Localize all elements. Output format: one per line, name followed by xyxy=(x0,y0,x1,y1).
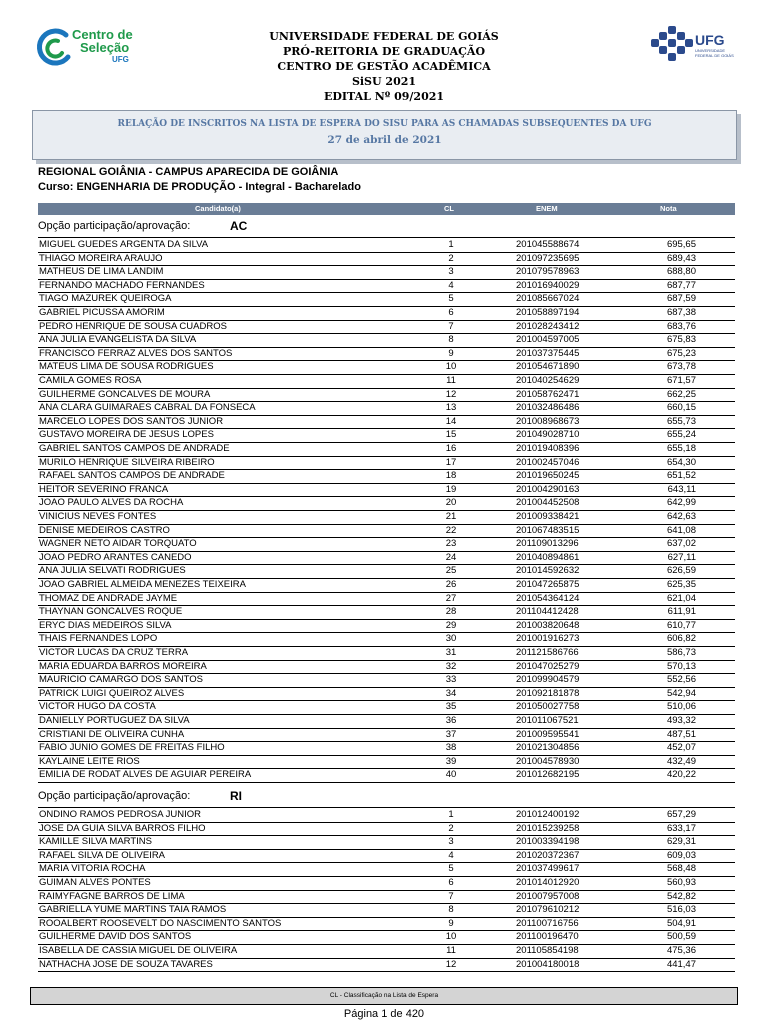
candidate-enem: 201109013296 xyxy=(516,538,579,550)
candidate-enem: 201047265875 xyxy=(516,579,580,590)
footer-legend: CL - Classificação na Lista de Espera xyxy=(30,987,738,1005)
option-code: RI xyxy=(230,789,242,803)
candidate-enem: 201011067521 xyxy=(516,715,579,726)
candidate-nota: 675,83 xyxy=(666,334,696,346)
candidate-enem: 201004180018 xyxy=(516,958,580,970)
candidate-nota: 487,51 xyxy=(666,728,696,740)
table-row xyxy=(38,252,735,267)
candidate-enem: 201004597005 xyxy=(516,334,580,346)
candidate-name: PATRICK LUIGI QUEIROZ ALVES xyxy=(39,687,185,699)
candidate-enem: 201100716756 xyxy=(516,917,579,929)
candidate-enem: 201105854198 xyxy=(516,945,579,956)
logo-line-2: Seleção xyxy=(80,40,130,55)
candidate-cl: 23 xyxy=(445,538,457,550)
candidate-cl: 22 xyxy=(445,524,457,536)
notice-box xyxy=(32,110,737,160)
table-row xyxy=(38,456,735,471)
candidate-enem: 201028243412 xyxy=(516,320,580,332)
candidate-nota: 560,93 xyxy=(666,877,696,888)
candidate-cl: 7 xyxy=(448,890,454,902)
candidate-cl: 5 xyxy=(448,863,454,875)
candidate-cl: 1 xyxy=(448,239,454,250)
candidate-enem: 201037375445 xyxy=(516,347,580,359)
candidate-nota: 655,18 xyxy=(666,443,696,454)
candidate-enem: 201009595541 xyxy=(516,728,580,740)
candidate-nota: 432,49 xyxy=(666,755,696,767)
candidate-cl: 15 xyxy=(445,429,457,441)
table-row xyxy=(38,862,735,877)
candidate-enem: 201100196470 xyxy=(516,931,579,943)
candidate-nota: 625,35 xyxy=(666,579,696,590)
candidate-nota: 626,59 xyxy=(666,565,696,577)
table-row xyxy=(38,279,735,294)
candidate-cl: 32 xyxy=(445,660,457,672)
candidate-name: THAIS FERNANDES LOPO xyxy=(39,633,158,645)
candidate-enem: 201020372367 xyxy=(516,849,580,861)
candidate-enem: 201014012920 xyxy=(516,877,580,888)
notice-date: 27 de abril de 2021 xyxy=(327,134,442,146)
candidate-nota: 689,43 xyxy=(666,252,696,264)
candidate-name: RAIMYFAGNE BARROS DE LIMA xyxy=(39,890,185,902)
logo-line-1: Centro de xyxy=(72,27,133,42)
table-row xyxy=(38,428,735,443)
candidate-name: NATHACHA JOSE DE SOUZA TAVARES xyxy=(39,958,213,970)
candidate-cl: 25 xyxy=(445,565,457,577)
candidate-nota: 609,03 xyxy=(666,849,696,861)
candidate-enem: 201014592632 xyxy=(516,565,580,577)
candidate-enem: 201099904579 xyxy=(516,674,580,686)
candidate-cl: 10 xyxy=(445,361,457,373)
table-row xyxy=(38,551,735,566)
candidate-nota: 662,25 xyxy=(666,388,696,400)
candidate-name: THIAGO MOREIRA ARAUJO xyxy=(39,252,163,264)
table-row xyxy=(38,496,735,511)
candidate-cl: 27 xyxy=(445,592,457,604)
table-row xyxy=(38,415,735,430)
table-row xyxy=(38,238,735,253)
column-header-name: Candidato(a) xyxy=(195,204,241,213)
option-label xyxy=(38,219,248,233)
candidate-nota: 420,22 xyxy=(666,769,696,781)
candidate-cl: 40 xyxy=(445,769,457,781)
table-row xyxy=(38,605,735,620)
candidate-nota: 655,24 xyxy=(666,429,696,441)
candidate-cl: 9 xyxy=(448,917,454,929)
table-row xyxy=(38,347,735,362)
candidate-cl: 30 xyxy=(445,633,457,645)
candidate-nota: 568,48 xyxy=(666,863,696,875)
candidate-name: MATHEUS DE LIMA LANDIM xyxy=(39,266,164,278)
header-line: SiSU 2021 xyxy=(351,75,417,88)
candidate-name: FRANCISCO FERRAZ ALVES DOS SANTOS xyxy=(39,347,233,359)
candidate-name: JOAO PAULO ALVES DA ROCHA xyxy=(39,497,184,509)
candidate-cl: 37 xyxy=(445,728,457,740)
regional-title: REGIONAL GOIÂNIA - CAMPUS APARECIDA DE GOIÂNIA xyxy=(38,166,339,178)
table-row xyxy=(38,835,735,850)
candidate-nota: 660,15 xyxy=(666,402,696,414)
candidate-nota: 654,30 xyxy=(666,456,696,468)
candidate-enem: 201121586766 xyxy=(516,647,579,658)
candidate-name: MURILO HENRIQUE SILVEIRA RIBEIRO xyxy=(39,456,215,468)
table-row xyxy=(38,646,735,661)
candidate-nota: 606,82 xyxy=(666,633,696,645)
candidate-cl: 7 xyxy=(448,320,454,332)
candidate-nota: 586,73 xyxy=(666,647,696,658)
candidate-enem: 201012682195 xyxy=(516,769,580,781)
candidate-cl: 36 xyxy=(445,715,457,726)
candidate-cl: 12 xyxy=(445,958,457,970)
option-label-text: Opção participação/aprovação: xyxy=(38,220,191,232)
candidate-cl: 14 xyxy=(445,415,457,427)
table-row xyxy=(38,808,735,823)
table-row xyxy=(38,755,735,770)
table-row xyxy=(38,619,735,634)
table-row xyxy=(38,673,735,688)
table-row xyxy=(38,510,735,525)
table-row xyxy=(38,632,735,647)
candidate-cl: 9 xyxy=(448,347,454,359)
candidate-enem: 201104412428 xyxy=(516,606,579,618)
candidate-name: MAURICIO CAMARGO DOS SANTOS xyxy=(39,674,203,686)
candidate-name: VINICIUS NEVES FONTES xyxy=(39,511,157,522)
candidate-nota: 637,02 xyxy=(666,538,696,550)
candidate-nota: 610,77 xyxy=(666,619,696,631)
table-row xyxy=(38,741,735,756)
candidate-cl: 6 xyxy=(448,877,454,888)
candidate-enem: 201079610212 xyxy=(516,904,580,916)
candidate-nota: 475,36 xyxy=(666,945,696,956)
table-row xyxy=(38,442,735,457)
candidate-cl: 2 xyxy=(448,822,454,834)
candidate-name: JOAO PEDRO ARANTES CANEDO xyxy=(39,551,192,563)
header-line: EDITAL Nº 09/2021 xyxy=(323,90,445,103)
candidate-enem: 201097235695 xyxy=(516,252,580,264)
candidate-enem: 201058897194 xyxy=(516,307,580,318)
candidate-cl: 19 xyxy=(445,483,457,495)
candidate-nota: 657,29 xyxy=(666,809,696,820)
candidate-name: FABIO JUNIO GOMES DE FREITAS FILHO xyxy=(39,742,225,754)
candidate-cl: 24 xyxy=(445,551,457,563)
candidate-name: WAGNER NETO AIDAR TORQUATO xyxy=(39,538,197,550)
candidate-nota: 643,11 xyxy=(667,483,696,495)
candidate-enem: 201003820648 xyxy=(516,619,580,631)
candidate-enem: 201037499617 xyxy=(516,863,580,875)
candidate-name: KAMILLE SILVA MARTINS xyxy=(39,836,152,848)
candidate-cl: 38 xyxy=(445,742,457,754)
candidate-enem: 201058762471 xyxy=(516,388,580,400)
candidate-name: THAYNAN GONCALVES ROQUE xyxy=(39,606,183,618)
candidate-enem: 201067483515 xyxy=(516,524,580,536)
candidate-enem: 201092181878 xyxy=(516,687,580,699)
candidate-nota: 683,76 xyxy=(666,320,696,332)
header-line: UNIVERSIDADE FEDERAL DE GOIÁS xyxy=(269,30,499,43)
candidate-name: ANA JULIA SELVATI RODRIGUES xyxy=(39,565,186,577)
candidate-cl: 26 xyxy=(445,579,457,590)
candidate-name: DANIELLY PORTUGUEZ DA SILVA xyxy=(39,715,190,726)
candidate-cl: 20 xyxy=(445,497,457,509)
candidate-name: ANA CLARA GUIMARAES CABRAL DA FONSECA xyxy=(39,402,256,414)
candidate-cl: 17 xyxy=(445,456,457,468)
candidate-name: PEDRO HENRIQUE DE SOUSA CUADROS xyxy=(39,320,227,332)
candidate-name: THOMAZ DE ANDRADE JAYME xyxy=(39,592,178,604)
candidate-cl: 4 xyxy=(448,279,454,291)
candidate-nota: 688,80 xyxy=(666,266,696,278)
candidate-nota: 493,32 xyxy=(666,715,696,726)
candidate-name: KAYLAINE LEITE RIOS xyxy=(39,755,140,767)
candidate-name: VICTOR HUGO DA COSTA xyxy=(39,701,156,713)
candidate-name: HEITOR SEVERINO FRANCA xyxy=(39,483,169,495)
candidate-enem: 201008968673 xyxy=(516,415,580,427)
candidate-cl: 3 xyxy=(448,836,454,848)
table-row xyxy=(38,728,735,743)
header-line: PRÓ-REITORIA DE GRADUAÇÃO xyxy=(282,45,486,58)
option-code: AC xyxy=(230,219,248,233)
table-row xyxy=(38,917,735,932)
table-row xyxy=(38,687,735,702)
table-row xyxy=(38,958,735,973)
candidate-cl: 39 xyxy=(445,755,457,767)
column-header-enem: ENEM xyxy=(536,204,558,213)
candidate-name: MATEUS LIMA DE SOUSA RODRIGUES xyxy=(39,361,214,373)
table-header xyxy=(38,203,735,215)
candidate-cl: 28 xyxy=(445,606,457,618)
candidate-name: EMILIA DE RODAT ALVES DE AGUIAR PEREIRA xyxy=(39,769,252,781)
candidate-name: FERNANDO MACHADO FERNANDES xyxy=(39,279,205,291)
candidate-name: JOSE DA GUIA SILVA BARROS FILHO xyxy=(39,822,206,834)
candidate-cl: 1 xyxy=(448,809,454,820)
table-row xyxy=(38,903,735,918)
candidate-nota: 516,03 xyxy=(666,904,696,916)
ufg-logo-subtitle: UNIVERSIDADE FEDERAL DE GOIÁS xyxy=(695,48,734,58)
table-row xyxy=(38,388,735,403)
table-row xyxy=(38,564,735,579)
candidate-name: DENISE MEDEIROS CASTRO xyxy=(39,524,170,536)
column-header-nota: Nota xyxy=(660,204,677,213)
candidate-nota: 633,17 xyxy=(666,822,696,834)
candidate-cl: 34 xyxy=(445,687,457,699)
logo-line-3: UFG xyxy=(112,55,129,64)
candidate-enem: 201019408396 xyxy=(516,443,580,454)
candidate-enem: 201054671890 xyxy=(516,361,580,373)
candidate-name: MARCELO LOPES DOS SANTOS JUNIOR xyxy=(39,415,224,427)
candidate-nota: 452,07 xyxy=(666,742,696,754)
candidate-nota: 500,59 xyxy=(666,931,696,943)
candidate-nota: 641,08 xyxy=(666,524,696,536)
candidate-cl: 29 xyxy=(445,619,457,631)
candidate-enem: 201003394198 xyxy=(516,836,580,848)
candidate-name: RAFAEL SILVA DE OLIVEIRA xyxy=(39,849,166,861)
table-row xyxy=(38,660,735,675)
candidate-enem: 201009338421 xyxy=(516,511,580,522)
candidate-cl: 4 xyxy=(448,849,454,861)
candidate-enem: 201032486486 xyxy=(516,402,580,414)
candidate-nota: 642,99 xyxy=(666,497,696,509)
candidate-name: GABRIELLA YUME MARTINS TAIA RAMOS xyxy=(39,904,227,916)
candidate-enem: 201047025279 xyxy=(516,660,580,672)
candidate-cl: 33 xyxy=(445,674,457,686)
candidate-name: CAMILA GOMES ROSA xyxy=(39,375,142,386)
candidate-nota: 441,47 xyxy=(666,958,696,970)
candidate-name: RAFAEL SANTOS CAMPOS DE ANDRADE xyxy=(39,470,225,482)
candidate-nota: 671,57 xyxy=(666,375,696,386)
candidate-name: ERYC DIAS MEDEIROS SILVA xyxy=(39,619,172,631)
candidate-nota: 510,06 xyxy=(666,701,696,713)
table-row xyxy=(38,306,735,321)
candidate-nota: 621,04 xyxy=(666,592,696,604)
candidate-enem: 201079578963 xyxy=(516,266,580,278)
table-row xyxy=(38,714,735,729)
candidate-nota: 504,91 xyxy=(666,917,696,929)
table-row xyxy=(38,320,735,335)
candidate-name: VICTOR LUCAS DA CRUZ TERRA xyxy=(39,647,189,658)
candidate-name: MARIA EDUARDA BARROS MOREIRA xyxy=(39,660,207,672)
table-row xyxy=(38,469,735,484)
candidate-nota: 695,65 xyxy=(666,239,696,250)
table-row xyxy=(38,374,735,389)
candidate-name: JOAO GABRIEL ALMEIDA MENEZES TEIXEIRA xyxy=(39,579,246,590)
table-row xyxy=(38,333,735,348)
candidate-name: ANA JULIA EVANGELISTA DA SILVA xyxy=(39,334,197,346)
course-title: Curso: ENGENHARIA DE PRODUÇÃO - Integral - Bacharelado xyxy=(38,181,361,193)
candidate-enem: 201045588674 xyxy=(516,239,580,250)
candidate-nota: 642,63 xyxy=(666,511,696,522)
candidate-name: MIGUEL GUEDES ARGENTA DA SILVA xyxy=(39,239,209,250)
candidate-name: ROOALBERT ROOSEVELT DO NASCIMENTO SANTOS xyxy=(39,917,282,929)
page-number: Página 1 de 420 xyxy=(343,1008,425,1020)
candidate-nota: 542,94 xyxy=(666,687,696,699)
notice-title: RELAÇÃO DE INSCRITOS NA LISTA DE ESPERA DO SISU PARA AS CHAMADAS SUBSEQUENTES DA UFG xyxy=(117,119,652,129)
candidate-nota: 687,77 xyxy=(666,279,696,291)
candidate-enem: 201002457046 xyxy=(516,456,580,468)
candidate-cl: 11 xyxy=(446,375,456,386)
candidate-enem: 201007957008 xyxy=(516,890,580,902)
candidate-enem: 201050027758 xyxy=(516,701,580,713)
table-row xyxy=(38,592,735,607)
candidate-name: ONDINO RAMOS PEDROSA JUNIOR xyxy=(39,809,202,820)
candidate-enem: 201004290163 xyxy=(516,483,580,495)
candidate-name: TIAGO MAZUREK QUEIROGA xyxy=(39,293,172,305)
candidate-enem: 201004452508 xyxy=(516,497,580,509)
candidate-nota: 673,78 xyxy=(666,361,696,373)
candidate-name: GABRIEL PICUSSA AMORIM xyxy=(39,307,165,318)
candidate-name: GUSTAVO MOREIRA DE JESUS LOPES xyxy=(39,429,214,441)
table-row xyxy=(38,537,735,552)
table-row xyxy=(38,360,735,375)
candidate-nota: 687,38 xyxy=(666,307,696,318)
candidate-cl: 8 xyxy=(448,904,454,916)
candidate-enem: 201021304856 xyxy=(516,742,580,754)
table-row xyxy=(38,876,735,891)
column-header-cl: CL xyxy=(444,204,454,213)
ufg-logo-name: UFG xyxy=(695,32,725,48)
candidate-cl: 6 xyxy=(448,307,454,318)
table-row xyxy=(38,524,735,539)
candidate-cl: 8 xyxy=(448,334,454,346)
table-row xyxy=(38,292,735,307)
candidate-cl: 11 xyxy=(446,945,456,956)
candidate-enem: 201015239258 xyxy=(516,822,580,834)
table-row xyxy=(38,768,735,783)
candidate-enem: 201085667024 xyxy=(516,293,580,305)
candidate-nota: 552,56 xyxy=(666,674,696,686)
candidate-cl: 16 xyxy=(445,443,457,454)
candidate-nota: 611,91 xyxy=(667,606,696,618)
candidate-cl: 2 xyxy=(448,252,454,264)
candidate-enem: 201054364124 xyxy=(516,592,580,604)
candidate-nota: 655,73 xyxy=(666,415,696,427)
candidate-name: ISABELLA DE CASSIA MIGUEL DE OLIVEIRA xyxy=(39,945,238,956)
candidate-nota: 542,82 xyxy=(666,890,696,902)
table-row xyxy=(38,401,735,416)
candidate-enem: 201016940029 xyxy=(516,279,580,291)
candidate-cl: 13 xyxy=(445,402,457,414)
candidate-enem: 201040254629 xyxy=(516,375,580,386)
candidate-enem: 201004578930 xyxy=(516,755,580,767)
option-label-text: Opção participação/aprovação: xyxy=(38,790,191,802)
table-row xyxy=(38,483,735,498)
table-row xyxy=(38,944,735,959)
candidate-name: MARIA VITORIA ROCHA xyxy=(39,863,146,875)
candidate-enem: 201019650245 xyxy=(516,470,580,482)
candidate-enem: 201012400192 xyxy=(516,809,580,820)
candidate-cl: 35 xyxy=(445,701,457,713)
table-row xyxy=(38,849,735,864)
candidate-name: GUIMAN ALVES PONTES xyxy=(39,877,151,888)
candidate-cl: 10 xyxy=(445,931,457,943)
candidate-cl: 12 xyxy=(445,388,457,400)
table-row xyxy=(38,578,735,593)
candidate-name: GUILHERME GONCALVES DE MOURA xyxy=(39,388,211,400)
candidate-cl: 18 xyxy=(445,470,457,482)
candidate-nota: 651,52 xyxy=(666,470,696,482)
candidate-nota: 629,31 xyxy=(666,836,696,848)
document-header xyxy=(0,29,768,104)
candidate-enem: 201001916273 xyxy=(516,633,580,645)
candidate-name: GABRIEL SANTOS CAMPOS DE ANDRADE xyxy=(39,443,230,454)
candidate-cl: 31 xyxy=(445,647,457,658)
candidate-cl: 5 xyxy=(448,293,454,305)
candidate-nota: 570,13 xyxy=(666,660,696,672)
table-row xyxy=(38,700,735,715)
header-line: CENTRO DE GESTÃO ACADÊMICA xyxy=(277,60,491,73)
candidate-enem: 201040894861 xyxy=(516,551,580,563)
candidate-nota: 675,23 xyxy=(666,347,696,359)
table-row xyxy=(38,930,735,945)
table-row xyxy=(38,265,735,280)
candidate-name: CRISTIANI DE OLIVEIRA CUNHA xyxy=(39,728,185,740)
table-row xyxy=(38,822,735,837)
candidate-nota: 687,59 xyxy=(666,293,696,305)
option-label xyxy=(38,789,242,803)
candidate-cl: 3 xyxy=(448,266,454,278)
candidate-name: GUILHERME DAVID DOS SANTOS xyxy=(39,931,192,943)
candidate-cl: 21 xyxy=(445,511,457,522)
table-row xyxy=(38,890,735,905)
candidate-nota: 627,11 xyxy=(667,551,696,563)
candidate-enem: 201049028710 xyxy=(516,429,580,441)
